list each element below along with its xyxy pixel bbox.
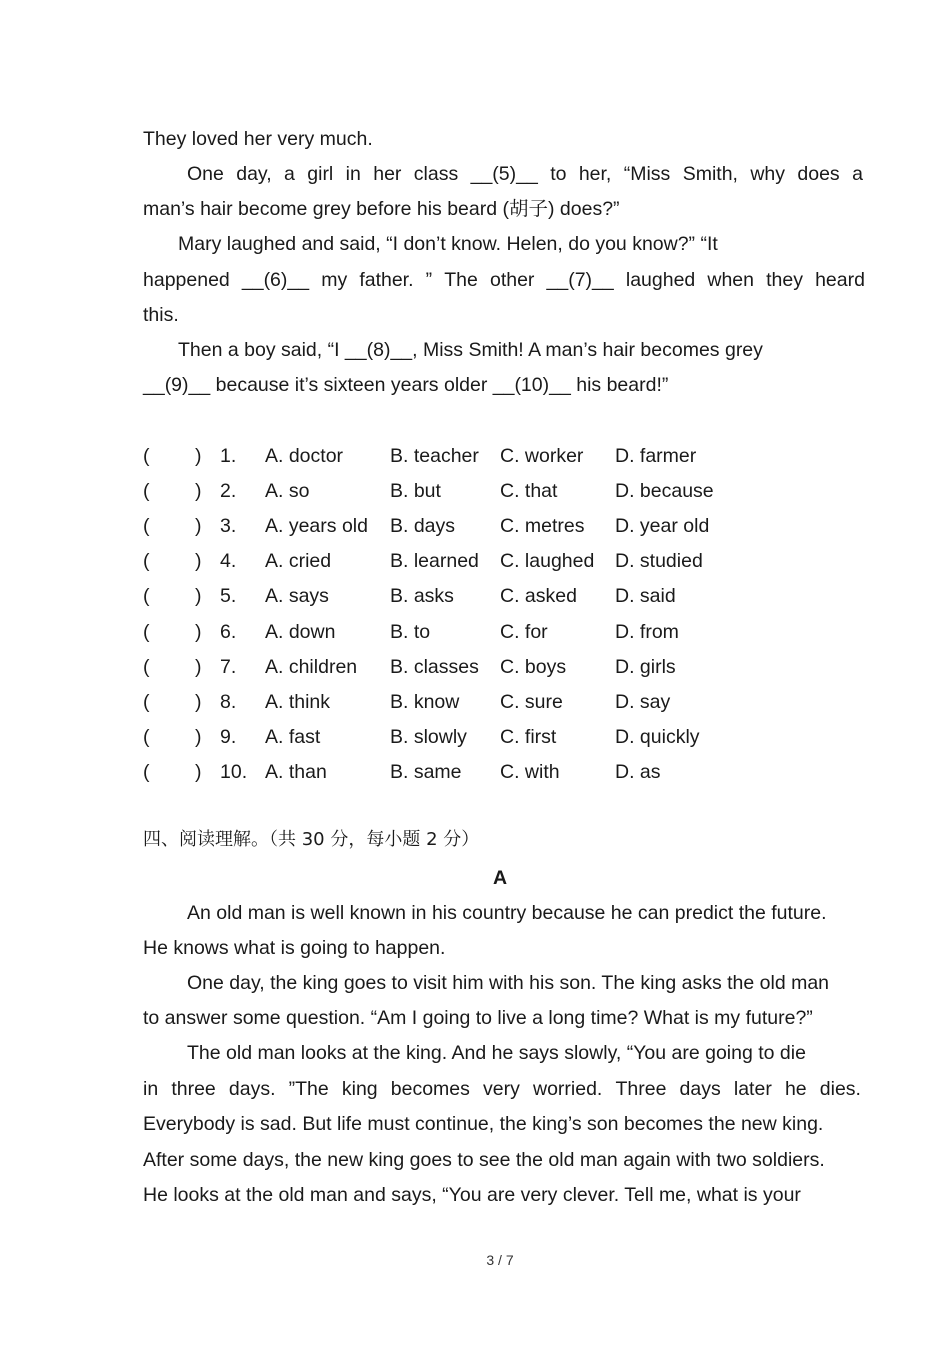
section-title: 四、阅读理解。（共 30 分，每小题 2 分）: [143, 829, 480, 850]
answer-paren-close: ): [195, 725, 202, 748]
option-c: C. that: [500, 480, 558, 503]
word: three: [171, 1078, 216, 1100]
word: happened: [143, 269, 230, 291]
word: class: [413, 163, 459, 185]
option-a: A. says: [265, 585, 329, 608]
answer-paren-close: ): [195, 445, 202, 467]
reading-line: After some days, the new king goes to see the old man again with two soldiers.: [143, 1149, 825, 1171]
answer-paren-close: ): [195, 655, 202, 678]
word: father.: [359, 269, 414, 291]
word: __(7)__: [546, 269, 614, 291]
passage-line-justified: [143, 268, 865, 292]
word: Smith,: [682, 163, 738, 185]
answer-paren-open: (: [143, 655, 150, 678]
question-number: 1.: [220, 445, 237, 467]
option-b: B. classes: [390, 655, 479, 678]
option-a: A. children: [265, 655, 358, 678]
option-c: C. boys: [500, 655, 567, 678]
reading-line: He knows what is going to happen.: [143, 937, 446, 959]
reading-line: He looks at the old man and says, “You are very clever. Tell me, what is your: [143, 1184, 801, 1206]
answer-paren-open: (: [143, 585, 150, 608]
passage-line: man’s hair become grey before his beard (胡子) does?”: [143, 198, 620, 220]
passage-line: Mary laughed and said, “I don’t know. Helen, do you know?” “It: [178, 233, 718, 255]
question-number: 9.: [220, 725, 237, 748]
word: dies.: [819, 1078, 861, 1100]
reading-line-justified: [143, 1077, 861, 1101]
answer-paren-open: (: [143, 550, 150, 573]
word: becomes: [390, 1078, 470, 1100]
word: girl: [307, 163, 334, 185]
word: in: [143, 1078, 159, 1100]
option-a: A. than: [265, 760, 327, 783]
word: when: [707, 269, 754, 291]
option-d: D. as: [615, 760, 661, 783]
answer-paren-open: (: [143, 620, 150, 643]
word: __(6)__: [241, 269, 310, 291]
word: other: [489, 269, 535, 291]
word: in: [345, 163, 361, 185]
word: very: [483, 1078, 520, 1100]
option-d: D. quickly: [615, 725, 700, 748]
option-b: B. teacher: [390, 445, 479, 467]
answer-paren-open: (: [143, 515, 150, 538]
word: One: [187, 163, 224, 185]
option-b: B. know: [390, 690, 460, 713]
option-d: D. year old: [615, 515, 710, 538]
word: her: [373, 163, 402, 185]
passage-line-justified: [187, 162, 863, 186]
option-b: B. same: [390, 760, 462, 783]
word: her,: [578, 163, 612, 185]
answer-paren-close: ): [195, 620, 202, 643]
word: worried.: [532, 1078, 603, 1100]
word: to: [550, 163, 567, 185]
option-d: D. said: [615, 585, 676, 608]
question-number: 2.: [220, 480, 237, 503]
word: he: [784, 1078, 807, 1100]
option-c: C. laughed: [500, 550, 595, 573]
answer-paren-open: (: [143, 725, 150, 748]
passage-line: Then a boy said, “I __(8)__, Miss Smith! A man’s hair becomes grey: [178, 339, 763, 361]
option-d: D. studied: [615, 550, 703, 573]
option-b: B. days: [390, 515, 456, 538]
passage-line: They loved her very much.: [143, 128, 373, 150]
option-a: A. doctor: [265, 445, 344, 467]
option-d: D. from: [615, 620, 679, 643]
answer-paren-close: ): [195, 690, 202, 713]
word: “Miss: [623, 163, 671, 185]
word: laughed: [625, 269, 696, 291]
option-b: B. slowly: [390, 725, 467, 748]
word: why: [750, 163, 786, 185]
answer-paren-close: ): [195, 550, 202, 573]
answer-paren-close: ): [195, 760, 202, 783]
question-number: 4.: [220, 550, 237, 573]
option-a: A. years old: [265, 515, 368, 538]
question-number: 5.: [220, 585, 237, 608]
answer-paren-close: ): [195, 515, 202, 538]
answer-paren-open: (: [143, 480, 150, 503]
option-d: D. say: [615, 690, 671, 713]
word: does: [797, 163, 840, 185]
passage-line: __(9)__ because it’s sixteen years older __(10)__ his beard!”: [143, 374, 669, 396]
option-c: C. first: [500, 725, 557, 748]
answer-paren-open: (: [143, 760, 150, 783]
option-a: A. think: [265, 690, 331, 713]
reading-line: to answer some question. “Am I going to live a long time? What is my future?”: [143, 1007, 813, 1029]
option-c: C. worker: [500, 445, 584, 467]
option-c: C. asked: [500, 585, 577, 608]
reading-line: Everybody is sad. But life must continue, the king’s son becomes the new king.: [143, 1113, 824, 1135]
word: ”: [425, 269, 433, 291]
option-d: D. girls: [615, 655, 676, 678]
option-d: D. because: [615, 480, 714, 503]
option-c: C. metres: [500, 515, 585, 538]
page-number: 3 / 7: [486, 1252, 514, 1268]
reading-line: One day, the king goes to visit him with his son. The king asks the old man: [187, 972, 830, 994]
question-number: 10.: [220, 760, 248, 783]
option-c: C. sure: [500, 690, 563, 713]
word: day,: [236, 163, 272, 185]
option-b: B. to: [390, 620, 431, 643]
word: a: [852, 163, 863, 185]
word: king: [341, 1078, 378, 1100]
word: my: [321, 269, 348, 291]
reading-line: An old man is well known in his country because he can predict the future.: [187, 902, 827, 924]
option-c: C. for: [500, 620, 548, 643]
option-a: A. down: [265, 620, 336, 643]
passage-heading: A: [492, 867, 508, 889]
option-b: B. asks: [390, 585, 454, 608]
word: The: [444, 269, 478, 291]
word: Three: [615, 1078, 667, 1100]
question-number: 6.: [220, 620, 237, 643]
option-a: A. so: [265, 480, 310, 503]
option-b: B. learned: [390, 550, 479, 573]
option-c: C. with: [500, 760, 560, 783]
answer-paren-close: ): [195, 480, 202, 503]
option-a: A. cried: [265, 550, 332, 573]
answer-paren-open: (: [143, 445, 150, 467]
question-number: 3.: [220, 515, 237, 538]
word: they: [766, 269, 803, 291]
word: later: [733, 1078, 772, 1100]
passage-line: this.: [143, 304, 179, 326]
word: __(5)__: [470, 163, 538, 185]
option-b: B. but: [390, 480, 441, 503]
option-a: A. fast: [265, 725, 321, 748]
question-number: 7.: [220, 655, 237, 678]
option-d: D. farmer: [615, 445, 697, 467]
word: a: [284, 163, 295, 185]
question-number: 8.: [220, 690, 237, 713]
answer-paren-open: (: [143, 690, 150, 713]
word: heard: [815, 269, 865, 291]
word: days: [679, 1078, 721, 1100]
word: ”The: [288, 1078, 329, 1100]
reading-line: The old man looks at the king. And he says slowly, “You are going to die: [187, 1042, 806, 1064]
answer-paren-close: ): [195, 585, 202, 608]
word: days.: [228, 1078, 276, 1100]
